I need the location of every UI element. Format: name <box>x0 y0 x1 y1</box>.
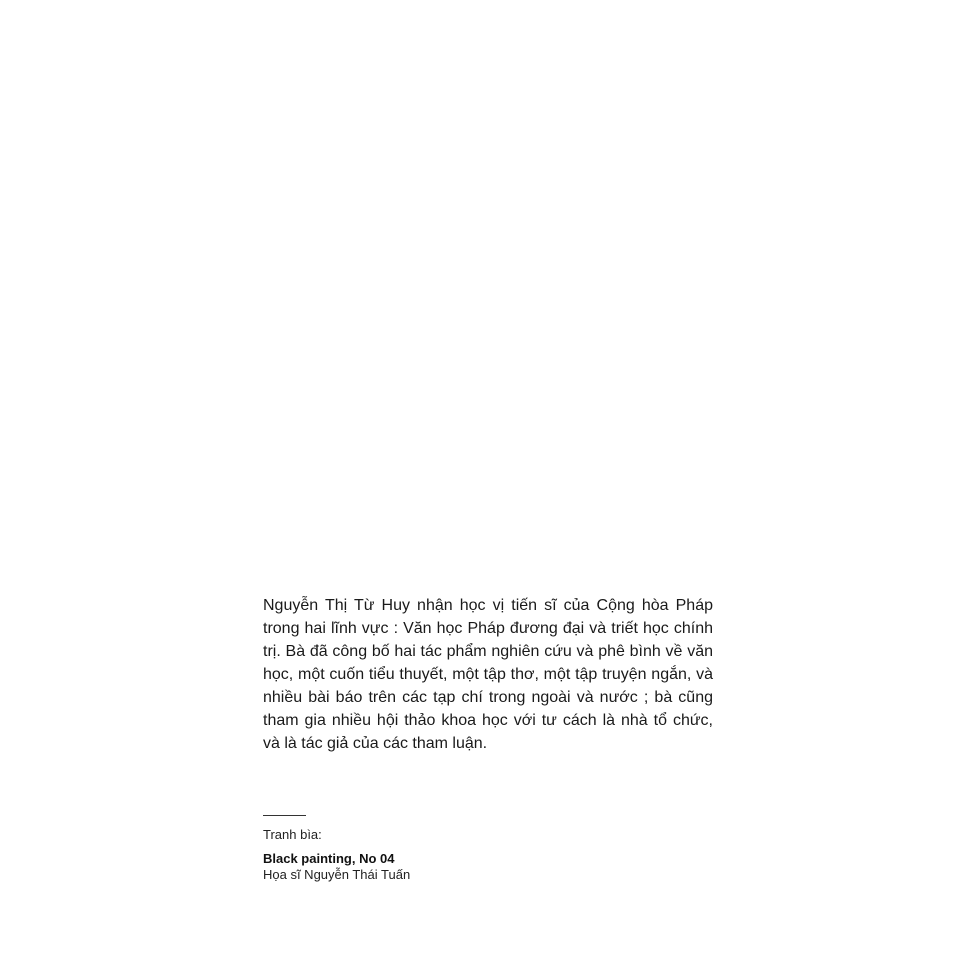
author-bio: Nguyễn Thị Từ Huy nhận học vị tiến sĩ của Cộng hòa Pháp trong hai lĩnh vực : Văn học Pháp đương đại và triết học chính trị. Bà đã công bố hai tác phẩm nghiên cứu và phê bình về văn học, một cuốn tiểu thuyết, một tập thơ, một tập truyện ngắn, và nhiều bài báo trên các tạp chí trong ngoài và nước ; bà cũng tham gia nhiều hội thảo khoa học với tư cách là nhà tổ chức, và là tác giả của các tham luận. <box>263 597 713 752</box>
cover-artist-name: Họa sĩ Nguyễn Thái Tuấn <box>263 867 411 882</box>
cover-painting-title: Black painting, No 04 <box>263 851 395 866</box>
divider-rule <box>263 815 306 816</box>
cover-credit-label: Tranh bìa: <box>263 827 322 842</box>
